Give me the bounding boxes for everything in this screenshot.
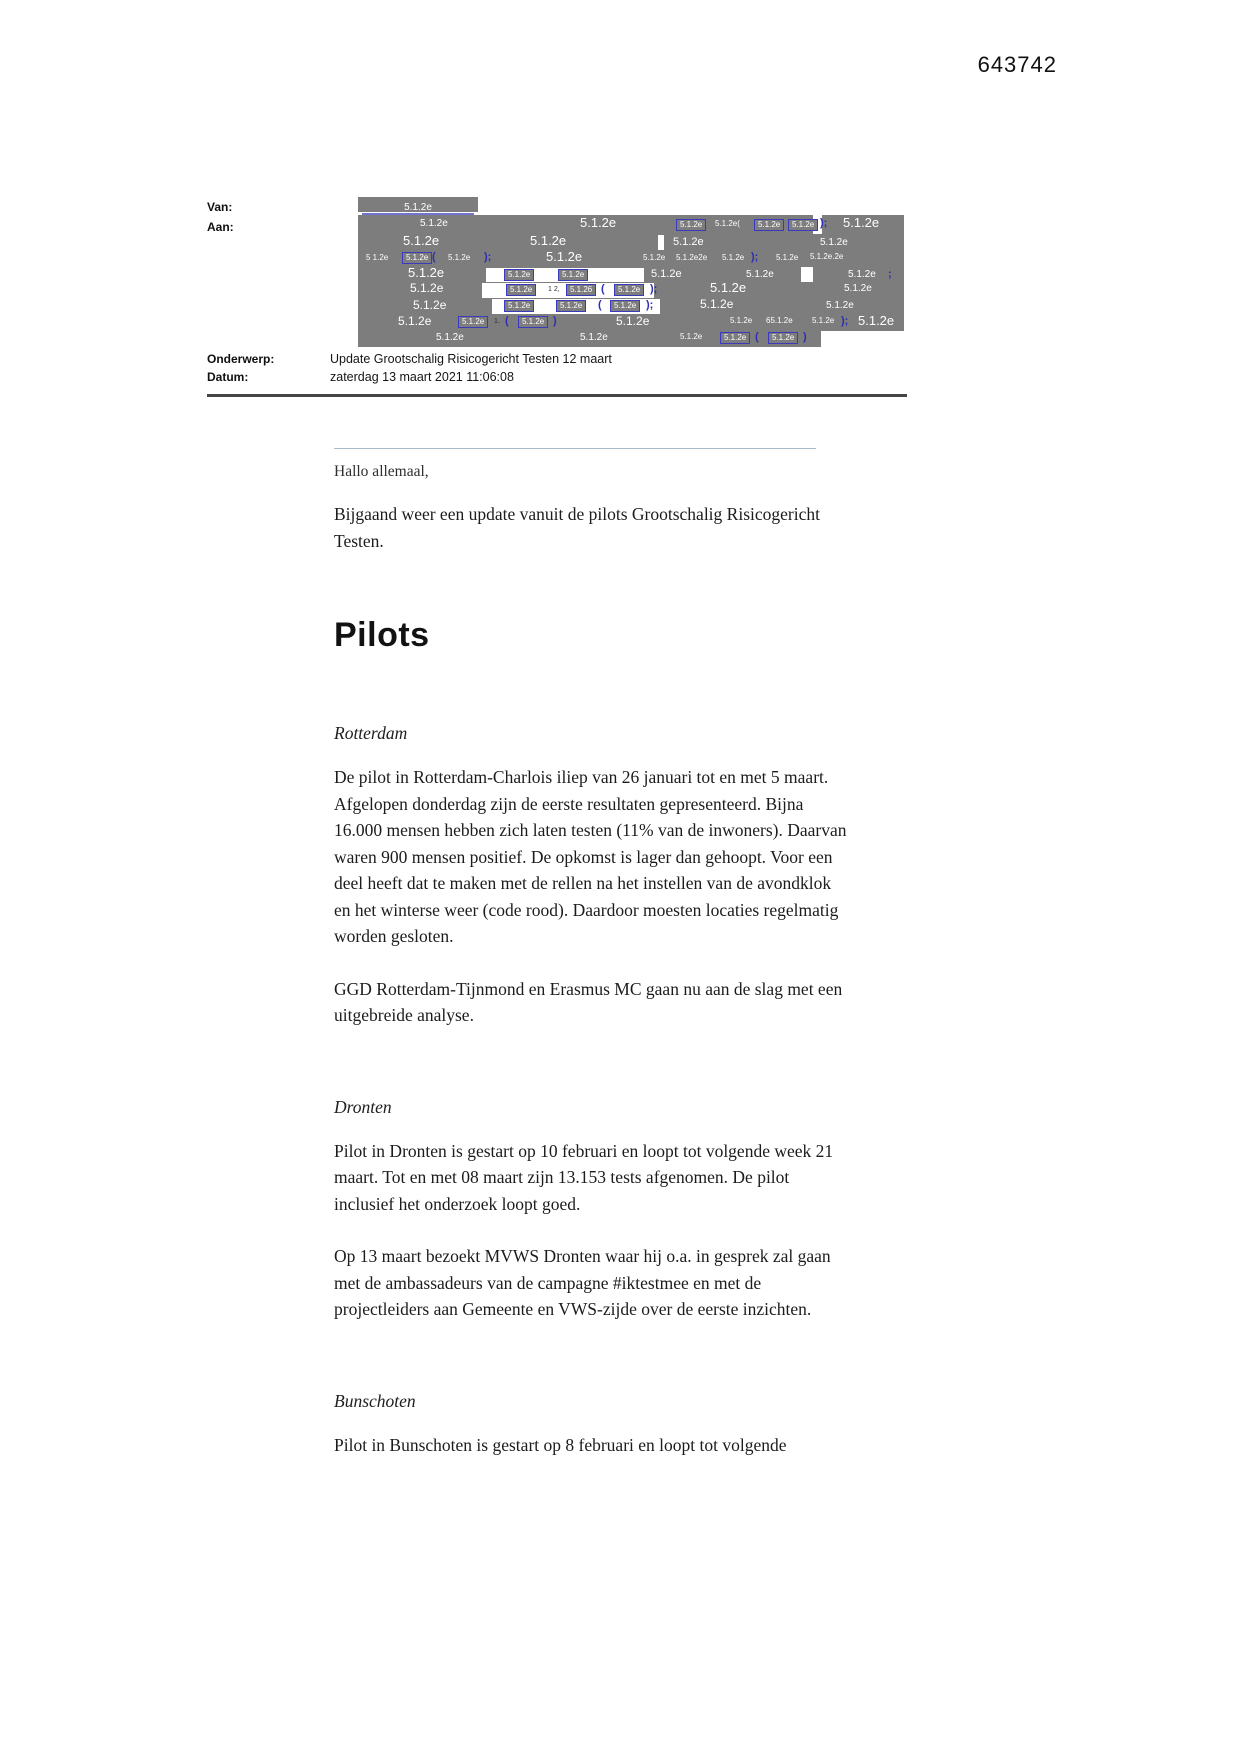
- redaction-code-label: 65.1.2e: [766, 316, 793, 325]
- redaction-code-label: 5.1.2e: [546, 249, 583, 264]
- rotterdam-paragraph-2: GGD Rotterdam-Tijnmond en Erasmus MC gaan nu aan de slag met een uitgebreide analyse.: [334, 978, 843, 1025]
- redaction-small-text: 1 2,: [548, 286, 560, 293]
- redaction-code-label: 5.1.2e: [408, 265, 445, 280]
- section-heading-rotterdam: Rotterdam: [334, 723, 408, 743]
- redaction-code-label: 5.1.2e: [643, 253, 666, 262]
- redaction-code-label: 5.1.2e: [844, 283, 872, 294]
- redaction-code-label: 5.1.2e2e: [676, 253, 708, 262]
- redaction-code-label: 5.1.2e: [812, 316, 835, 325]
- bunschoten-paragraph-1: Pilot in Bunschoten is gestart op 8 februari en loopt tot volgende: [334, 1434, 787, 1455]
- rotterdam-paragraph-1: De pilot in Rotterdam-Charlois iliep van 26 januari tot en met 5 maart. Afgelopen donderdag zijn de eerste resultaten gepresenteerd. Bijna 16.000 mensen hebben zich laten testen (11% van de inwoners). Daarvan waren 900 mensen positief. De opkomst is lager dan gehoopt. Voor een deel heeft dat te maken met de rellen na het instellen van de avondklok en het winterse weer (code rood). Daardoor moesten locaties regelmatig worden gesloten.: [334, 767, 847, 946]
- redaction-code-label: 5.1.2e: [776, 253, 799, 262]
- redaction-code-label: 5.1.2e: [651, 268, 682, 280]
- redaction-punctuation: ): [803, 331, 807, 343]
- redaction-code-label: 5.1.2e: [722, 253, 745, 262]
- header-label-aan: Aan:: [207, 220, 234, 234]
- email-body: [334, 448, 849, 1458]
- greeting-text: Hallo allemaal,: [334, 463, 429, 480]
- redaction-code-chip: 5.1.2e: [676, 219, 706, 231]
- redaction-code-label: 5.1.2e: [746, 269, 774, 280]
- redaction-code-label: 5.1.2e: [616, 314, 650, 328]
- section-heading-bunschoten: Bunschoten: [334, 1390, 416, 1411]
- redaction-code-label: 5.1.2e: [398, 314, 432, 328]
- redaction-gap: [801, 267, 813, 282]
- redaction-punctuation: );: [820, 217, 828, 229]
- redaction-code-label: 5.1.2e: [673, 236, 704, 248]
- section-heading-dronten: Dronten: [334, 1096, 392, 1117]
- redaction-punctuation: );: [841, 315, 849, 327]
- redaction-code-label: 5.1.2e: [448, 253, 471, 262]
- header-divider-rule: [207, 394, 907, 397]
- redaction-punctuation: );: [650, 283, 658, 295]
- redaction-code-chip: 5.1.2e: [504, 300, 534, 312]
- redaction-punctuation: );: [751, 251, 759, 263]
- redaction-code-label: 5.1.2e: [404, 202, 432, 213]
- header-label-datum: Datum:: [207, 370, 249, 384]
- dronten-paragraph-2: Op 13 maart bezoekt MVWS Dronten waar hij o.a. in gesprek zal gaan met de ambassadeurs van de campagne #iktestmee en met de projectleiders aan Gemeente en VWS-zijde over de eerste inzichten.: [334, 1246, 831, 1319]
- redaction-code-chip: 5.1.2e: [506, 284, 536, 296]
- redaction-code-chip: 5.1.2e: [402, 252, 432, 264]
- redaction-punctuation: );: [484, 251, 492, 263]
- redaction-code-chip: 5.1.2e: [556, 300, 586, 312]
- redaction-code-chip: 5.1.2e: [610, 300, 640, 312]
- header-value-onderwerp: Update Grootschalig Risicogericht Testen 12 maart: [330, 352, 612, 366]
- redaction-code-label: 5.1.2e: [826, 300, 854, 311]
- redaction-code-label: 5.1.2e: [858, 313, 895, 328]
- header-label-onderwerp: Onderwerp:: [207, 352, 275, 366]
- redaction-code-label: 5.1.2e: [700, 297, 734, 311]
- redaction-code-chip: 5.1.2e: [518, 316, 548, 328]
- redaction-block-van: [358, 197, 478, 212]
- redaction-small-text: 1.: [494, 318, 500, 325]
- redaction-code-label: 5 1.2e: [366, 253, 389, 262]
- redaction-code-chip: 5.1.26: [566, 284, 596, 296]
- intro-paragraph: Bijgaand weer een update vanuit de pilots Grootschalig Risicogericht Testen.: [334, 504, 820, 551]
- redaction-code-label: 5.1.2e: [420, 218, 448, 229]
- redaction-punctuation: (: [505, 315, 509, 327]
- redaction-code-label: 5.1.2e: [843, 215, 880, 230]
- redaction-punctuation: (: [755, 331, 759, 343]
- redaction-code-chip: 5.1.2e: [788, 219, 818, 231]
- redaction-mosaic: [358, 215, 904, 347]
- redaction-gap: [821, 331, 904, 347]
- header-label-van: Van:: [207, 200, 233, 214]
- redaction-code-label: 5.1.2e: [680, 332, 703, 341]
- redaction-punctuation: (: [598, 299, 602, 311]
- body-top-rule: [334, 448, 816, 449]
- redaction-gap: [658, 235, 664, 250]
- redaction-code-label: 5.1.2e.2e: [810, 252, 844, 261]
- redaction-code-label: 5.1.2e: [530, 233, 567, 248]
- redaction-code-chip: 5.1.2e: [754, 219, 784, 231]
- redaction-code-label: 5.1.2e: [410, 281, 444, 295]
- redaction-code-label: 5.1.2e: [436, 332, 464, 343]
- pilots-heading: Pilots: [334, 616, 430, 654]
- redaction-punctuation: );: [646, 299, 654, 311]
- redaction-code-label: 5.1.2e: [820, 237, 848, 248]
- redaction-punctuation: (: [601, 283, 605, 295]
- redaction-code-label: 5.1.2e: [413, 298, 447, 312]
- redaction-code-label: 5.1.2e: [580, 215, 617, 230]
- redaction-code-label: 5.1.2e: [403, 233, 440, 248]
- redaction-punctuation: (: [432, 251, 436, 263]
- redaction-code-label: 5.1.2e: [710, 280, 747, 295]
- redaction-code-chip: 5.1.2e: [504, 269, 534, 281]
- redaction-code-label: 5.1.2e: [580, 332, 608, 343]
- redaction-code-label: 5.1.2e: [730, 316, 753, 325]
- redaction-code-label: 5.1.2e(: [715, 219, 740, 228]
- dronten-paragraph-1: Pilot in Dronten is gestart op 10 februari en loopt tot volgende week 21 maart. Tot en met 08 maart zijn 13.153 tests afgenomen. De pilot inclusief het onderzoek loopt goed.: [334, 1140, 834, 1214]
- redaction-punctuation: ;: [888, 268, 892, 280]
- redaction-code-chip: 5.1.2e: [720, 332, 750, 344]
- document-number: 643742: [977, 52, 1057, 77]
- redaction-code-label: 5.1.2e: [848, 269, 876, 280]
- redaction-code-chip: 5.1.2e: [458, 316, 488, 328]
- redaction-code-chip: 5.1.2e: [768, 332, 798, 344]
- header-value-datum: zaterdag 13 maart 2021 11:06:08: [330, 370, 514, 384]
- redaction-code-chip: 5.1.2e: [558, 269, 588, 281]
- redaction-code-chip: 5.1.2e: [614, 284, 644, 296]
- redaction-punctuation: ): [553, 315, 557, 327]
